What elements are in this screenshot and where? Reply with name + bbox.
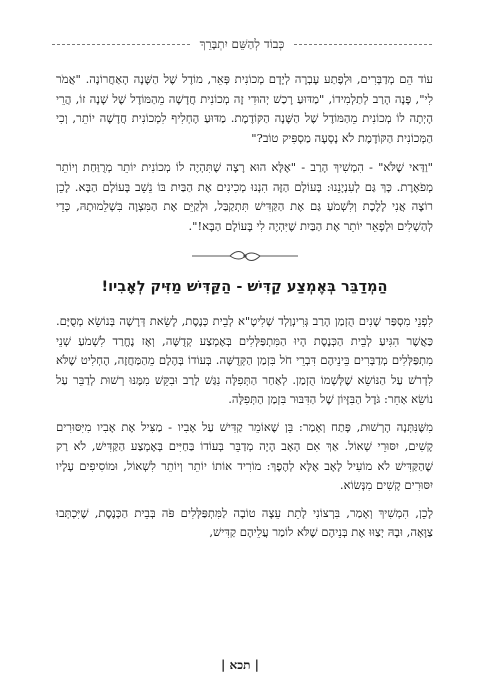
paragraph-rav-answer: "וַדַּאי שֶׁלֹּא" - הִמְשִׁיךְ הָרַב - "אֶלָּא הוּא רָצָה שֶׁתִּהְיֶה לוֹ מְכוֹנִית יוֹתֵר מְרֻוַּחַת וְיוֹתֵר מְפֹאֶרֶת. כָּךְ גַּם לְעִנְיָנֵנוּ: בָּעוֹלָם הַזֶּה הִנְנוּ מְכִינִים אֶת הַבַּיִת בּוֹ נֵשֵׁב בָּעוֹלָם הַבָּא. לָכֵן רוֹצֶה אֲנִי לָלֶכֶת וְלִשְׁמֹעַ גַּם אֶת הַקַּדִּישׁ תִּתְקַבַּל, וּלְקַיֵּם אֶת הַמִּצְוָה בִּשְׁלֵמוּתָהּ, כְּדֵי לְהַשְׁלִים וּלְפָאֵר יוֹתֵר אֶת הַבַּיִת שֶׁיִּהְיֶה לִי בָּעוֹלָם הַבָּא!". — [56, 160, 433, 233]
section-heading: הַמְדַבֵּר בְּאֶמְצַע קַדִּישׁ - הַקַּדִּישׁ מַזִּיק לְאָבִיו! — [101, 279, 388, 295]
paragraph-advice: לָכֵן, הִמְשִׁיךְ וְאָמַר, בִּרְצוֹנִי לָתֵת עֵצָה טוֹבָה לַמִּתְפַּלְּלִים פֹּה בְּבֵית הַכְּנֶסֶת, שֶׁיִּכְתְּבוּ צַוָּאָה, וּבָהּ יְצַוּוּ אֶת בְּנֵיהֶם שֶׁלֹּא לוֹמַר עֲלֵיהֶם קַדִּישׁ, — [56, 505, 433, 539]
running-header — [52, 36, 432, 52]
paragraph-kaddish-father: מִשֶּׁנִּתְּנָה הָרְשׁוּת, פָּתַח וְאָמַר: בֵּן שֶׁאוֹמֵר קַדִּישׁ עַל אָבִיו - מַצִּיל אֶת אָבִיו מִיִּסּוּרִים קָשִׁים, יִסּוּרֵי שְׁאוֹל. אַךְ אִם הָאָב הָיָה מְדַבֵּר בְּעוֹדוֹ בַּחַיִּים בְּאֶמְצַע הַקַּדִּישׁ, לֹא רַק שֶׁהַקַּדִּישׁ לֹא מוֹעִיל לָאָב אֶלָּא לְהֶפֶךְ: מוֹרִיד אוֹתוֹ יוֹתֵר וְיוֹתֵר לִשְׁאוֹל, וּמוֹסִיפִים עָלָיו יִסּוּרִים קָשִׁים מִנְּשׂוֹא. — [56, 419, 433, 492]
paragraph-rav-greenwald: לִפְנֵי מִסְפַּר שָׁנִים הֻזְמַן הָרַב גְּרִינְוַלְד שְׁלִיטָ"א לְבֵית כְּנֶסֶת, לָשֵׂאת דְּרָשָׁה בְּנוֹשֵׂא מְסֻיָּם. כַּאֲשֶׁר הִגִּיעַ לְבֵית הַכְּנֶסֶת הָיוּ הַמִּתְפַּלְּלִים בְּאֶמְצַע קְדֻשָּׁה, וְאָז נֶחֱרַד לִשְׁמֹעַ שְׁנֵי מִתְפַּלְּלִים מְדַבְּרִים בֵּינֵיהֶם דִּבְרֵי חֹל בִּזְמַן הַקְּדֻשָּׁה. בְּעוֹדוֹ בְּהֶלֶם מֵהַמַּחֲזֶה, הֶחְלִיט שֶׁלֹּא לִדְרֹשׁ עַל הַנּוֹשֵׂא שֶׁלְּשְׁמוֹ הֻזְמַן. לְאַחַר הַתְּפִלָּה נִגַּשׁ לָרַב וּבִקֵּשׁ מִמֶּנּוּ רְשׁוּת לְדַבֵּר עַל נוֹשֵׂא אַחֵר: גֹּדֶל הַבִּזָּיוֹן שֶׁל הַדִּבּוּר בִּזְמַן הַתְּפִלָּה. — [56, 314, 433, 406]
ornament-icon — [190, 249, 300, 263]
header-title: כְּבוֹד לְהַשֵּׁם יִתְבָּרֵךְ — [199, 36, 285, 51]
ornament-divider — [56, 246, 433, 266]
page-body — [56, 70, 433, 551]
header-rule-right — [294, 44, 432, 45]
header-rule-left — [52, 44, 190, 45]
page-number: | תכא | — [221, 658, 259, 672]
paragraph-story-car: עוֹד הֵם מְדַבְּרִים, וּלְפֶתַע עָבְרָה לְיָדָם מְכוֹנִית פְּאֵר, מוֹדֶל שֶׁל הַשָּׁנָה הָאַחֲרוֹנָה. "אֲמֹר לִי", פָּנָה הָרַב לְתַלְמִידוֹ, "מַדּוּעַ רָכַשׁ יְהוּדִי זֶה מְכוֹנִית חֲדָשָׁה מֵהַמּוֹדֶל שֶׁל שָׁנָה זוֹ, הֲרֵי הָיְתָה לוֹ מְכוֹנִית מֵהַמּוֹדֶל שֶׁל הַשָּׁנָה הַקּוֹדֶמֶת. מַדּוּעַ הֶחְלִיף לִמְכוֹנִית חֲדָשָׁה יוֹתֵר, וְכִי הַמְּכוֹנִית הַקּוֹדֶמֶת לֹא נָסְעָה מַסְפִּיק טוֹב?" — [56, 72, 433, 145]
